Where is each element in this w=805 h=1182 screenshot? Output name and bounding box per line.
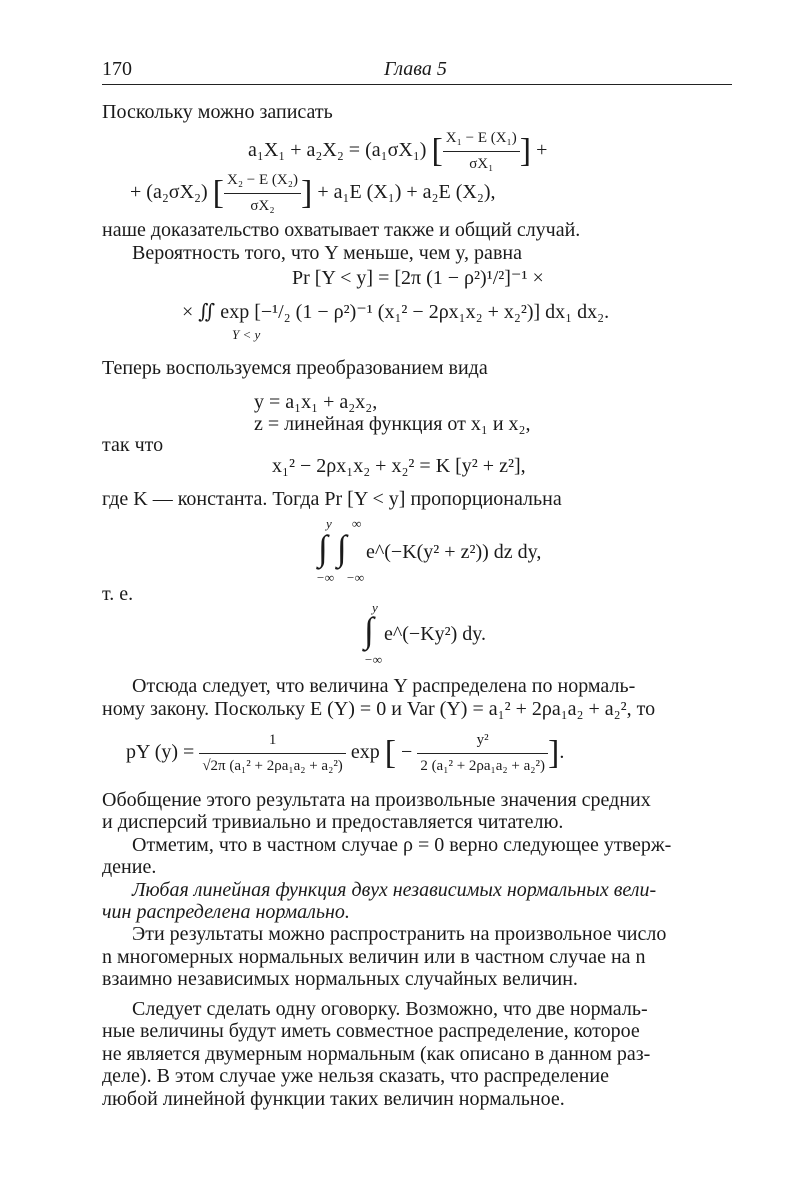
paragraph-2: наше доказательство охватывает также и общий случай. bbox=[102, 219, 581, 241]
paragraph-13-line3: не является двумерным нормальным (как описано в данном раз- bbox=[102, 1043, 651, 1065]
formula-normal-density: pY (y) = $\frac{1}{\text{√2π (a₁² + 2ρa₁a₂ + a₂²)}}$ exp [ − $\frac{\text{y²}}{\text{2 (a₁² + 2ρa₁a₂ + a₂²)}}$ ]. bbox=[126, 728, 564, 778]
paragraph-13-line5: любой линейной функции таких величин нормальное. bbox=[102, 1088, 565, 1110]
paragraph-9-line2: и дисперсий тривиально и предоставляется читателю. bbox=[102, 811, 564, 833]
paragraph-13-line2: ные величины будут иметь совместное распределение, которое bbox=[102, 1020, 640, 1042]
paragraph-12-line3: взаимно независимых нормальных случайных величин. bbox=[102, 968, 578, 990]
fraction-denominator: σX₂ bbox=[250, 198, 275, 214]
formula-double-integral: e^(−K(y² + z²)) dz dy, bbox=[366, 541, 542, 563]
integral-upper-limit: ∞ bbox=[352, 516, 362, 531]
fraction-denominator: σX₁ bbox=[469, 156, 494, 172]
integral-upper-limit: y bbox=[326, 516, 332, 531]
integral-sign: ∫ bbox=[364, 610, 374, 650]
statement-line2: чин распределена нормально. bbox=[102, 901, 350, 923]
paragraph-8-line1: Отсюда следует, что величина Y распределена по нормаль- bbox=[132, 675, 636, 697]
fraction-numerator: X₁ − E (X₁) bbox=[443, 126, 520, 152]
formula-transform-y: y = a₁x₁ + a₂x₂, bbox=[254, 391, 378, 413]
statement-line1: Любая линейная функция двух независимых нормальных вели- bbox=[132, 879, 657, 901]
fraction-denominator: √2π (a₁² + 2ρa₁a₂ + a₂²) bbox=[202, 758, 343, 774]
paragraph-3: Вероятность того, что Y меньше, чем y, равна bbox=[132, 242, 522, 264]
integral-lower-limit: −∞ bbox=[316, 570, 335, 585]
paragraph-12-line2: n многомерных нормальных величин или в частном случае на n bbox=[102, 946, 646, 968]
formula-term: pY (y) = bbox=[126, 741, 195, 764]
paragraph-13-line1: Следует сделать одну оговорку. Возможно, что две нормаль- bbox=[132, 998, 648, 1020]
integral-lower-limit: −∞ bbox=[364, 652, 383, 667]
paragraph-1: Поскольку можно записать bbox=[102, 101, 333, 123]
paragraph-10-line1: Отметим, что в частном случае ρ = 0 верно следующее утверж- bbox=[132, 834, 672, 856]
formula-transform-z: z = линейная функция от x₁ и x₂, bbox=[254, 413, 531, 435]
integral-region-label: Y < y bbox=[232, 327, 261, 342]
formula-probability-line2: × ∬ exp [−¹/₂ (1 − ρ²)⁻¹ (x₁² − 2ρx₁x₂ + x₂²)] dx₁ dx₂. bbox=[182, 301, 610, 323]
fraction-numerator: y² bbox=[417, 728, 548, 754]
formula-term: a₁X₁ + a₂X₂ = (a₁σX₁) bbox=[248, 139, 427, 162]
formula-quadratic-form: x₁² − 2ρx₁x₂ + x₂² = K [y² + z²], bbox=[272, 455, 526, 477]
formula-term: + a₁E (X₁) + a₂E (X₂), bbox=[317, 181, 496, 204]
integral-upper-limit: y bbox=[372, 600, 378, 615]
double-integral-sign: ∫ ∫ bbox=[318, 528, 347, 568]
paragraph-13-line4: деле). В этом случае уже нельзя сказать, что распределение bbox=[102, 1065, 609, 1087]
paragraph-5: так что bbox=[102, 434, 164, 456]
paragraph-9-line1: Обобщение этого результата на произвольные значения средних bbox=[102, 789, 651, 811]
paragraph-6: где K — константа. Тогда Pr [Y < y] пропорциональна bbox=[102, 488, 562, 510]
formula-term: + (a₂σX₂) bbox=[130, 181, 208, 204]
formula-decomposition-line2: + (a₂σX₂) [ $\frac{\text{X₂ − E (X₂)}}{\text{σX₂}}$ ] + a₁E (X₁) + a₂E (X₂), bbox=[130, 168, 495, 219]
paragraph-10-line2: дение. bbox=[102, 856, 157, 878]
fraction-numerator: X₂ − E (X₂) bbox=[224, 168, 301, 194]
paragraph-8-line2: ному закону. Поскольку E (Y) = 0 и Var (Y) = a₁² + 2ρa₁a₂ + a₂², то bbox=[102, 698, 656, 720]
header-rule bbox=[102, 84, 732, 85]
formula-term: exp bbox=[350, 741, 380, 764]
fraction-numerator: 1 bbox=[199, 728, 346, 754]
chapter-title: Глава 5 bbox=[384, 58, 447, 80]
fraction-denominator: 2 (a₁² + 2ρa₁a₂ + a₂²) bbox=[420, 758, 545, 774]
integral-lower-limit: −∞ bbox=[346, 570, 365, 585]
paragraph-4: Теперь воспользуемся преобразованием вида bbox=[102, 357, 488, 379]
formula-decomposition-line1: a₁X₁ + a₂X₂ = (a₁σX₁) [ $\frac{\text{X₁ − E (X₁)}}{\text{σX₁}}$ ] + bbox=[248, 126, 547, 174]
formula-single-integral: e^(−Ky²) dy. bbox=[384, 623, 487, 645]
paragraph-7: т. е. bbox=[102, 583, 134, 605]
page-number: 170 bbox=[102, 58, 132, 80]
paragraph-12-line1: Эти результаты можно распространить на произвольное число bbox=[132, 923, 667, 945]
formula-probability-line1: Pr [Y < y] = [2π (1 − ρ²)¹/²]⁻¹ × bbox=[292, 267, 544, 289]
